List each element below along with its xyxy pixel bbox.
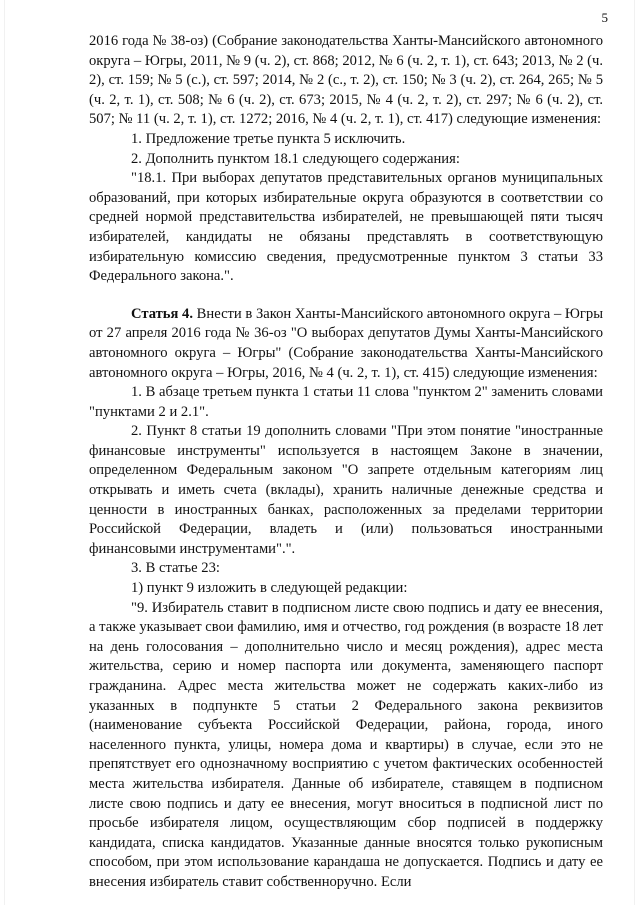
paragraph-change-3: 3. В статье 23: (131, 560, 220, 577)
paragraph-clause-18-1: "18.1. При выборах депутатов представительных органов муниципальных образований, при которых избирательные округа образуются в соответствии со средней нормой представительства избирателей, не превышающей пяти тысяч избирателей, кандидаты не обязаны представлять в соответствующую избирательную комиссию сведения, предусмотренные пунктом 3 статьи 33 Федерального закона.". (89, 170, 603, 285)
article-4-text: Внести в Закон Ханты-Мансийского автономного округа – Югры от 27 апреля 2016 года № 36-оз "О выборах депутатов Думы Ханты-Мансийского автономного округа – Югры" (Собрание законодательства Ханты-Мансийского автономного округа – Югры, 2016, № 4 (ч. 2, т. 1), ст. 415) следующие изменения: (89, 305, 603, 381)
paragraph-change-1: 1. В абзаце третьем пункта 1 статьи 11 слова "пунктом 2" заменить словами "пунктами 2 и 2.1". (89, 384, 603, 420)
paragraph-clause-9: "9. Избиратель ставит в подписном листе свою подпись и дату ее внесения, а также указывает свои фамилию, имя и отчество, год рождения (в возрасте 18 лет на день голосования – дополнительно число и месяц рождения), адрес места жительства, серию и номер паспорта или документа, заменяющего паспорт гражданина. Адрес места жительства может не содержать каких-либо из указанных в подпункте 5 статьи 2 Федерального закона реквизитов (наименование субъекта Российской Федерации, района, города, иного населенного пункта, улицы, номера дома и квартиры) в случае, если это не препятствует его однозначному восприятию с учетом фактических особенностей места жительства избирателя. Данные об избирателе, ставящем в подписном листе свою подпись и дату ее внесения, могут вноситься в подписной лист по просьбе избирателя лицом, осуществляющим сбор подписей в поддержку кандидата, списка кандидатов. Указанные данные вносятся только рукописным способом, при этом использование карандаша не допускается. Подпись и дату ее внесения избиратель ставит собственноручно. Если (89, 599, 603, 890)
paragraph-change-2: 2. Пункт 8 статьи 19 дополнить словами "При этом понятие "иностранные финансовые инструменты" используется в настоящем Законе в значении, определенном Федеральным законом "О запрете отдельным категориям лиц открывать и иметь счета (вклады), хранить наличные денежные средства и ценности в иностранных банках, расположенных за пределами территории Российской Федерации, владеть и (или) пользоваться иностранными финансовыми инструментами".". (89, 423, 603, 557)
section-gap (89, 287, 603, 305)
article-heading: Статья 4. (131, 305, 194, 322)
scan-edge-left (4, 0, 5, 905)
paragraph-item-1: 1. Предложение третье пункта 5 исключить. (131, 130, 406, 147)
paragraph-article-4 (89, 305, 603, 383)
document-body (89, 32, 603, 893)
paragraph-subitem-1: 1) пункт 9 изложить в следующей редакции: (131, 580, 408, 597)
paragraph-amendment-sources: 2016 года № 38-оз) (Собрание законодательства Ханты-Мансийского автономного округа – Югры, 2011, № 9 (ч. 2), ст. 868; 2012, № 6 (ч. 2, т. 1), ст. 643; 2013, № 2 (ч. 2), ст. 159; № 5 (с.), ст. 597; 2014, № 2 (с., т. 2), ст. 150; № 3 (ч. 2), ст. 264, 265; № 5 (ч. 2, т. 1), ст. 508; № 6 (ч. 2), ст. 673; 2015, № 4 (ч. 2, т. 2), ст. 297; № 6 (ч. 2), ст. 507; № 11 (ч. 2, т. 1), ст. 1272; 2016, № 4 (ч. 2, т. 1), ст. 417) следующие изменения: (89, 33, 603, 128)
page-number: 5 (601, 10, 608, 25)
scan-edge-right (634, 0, 635, 905)
paragraph-item-2: 2. Дополнить пунктом 18.1 следующего содержания: (131, 150, 460, 167)
